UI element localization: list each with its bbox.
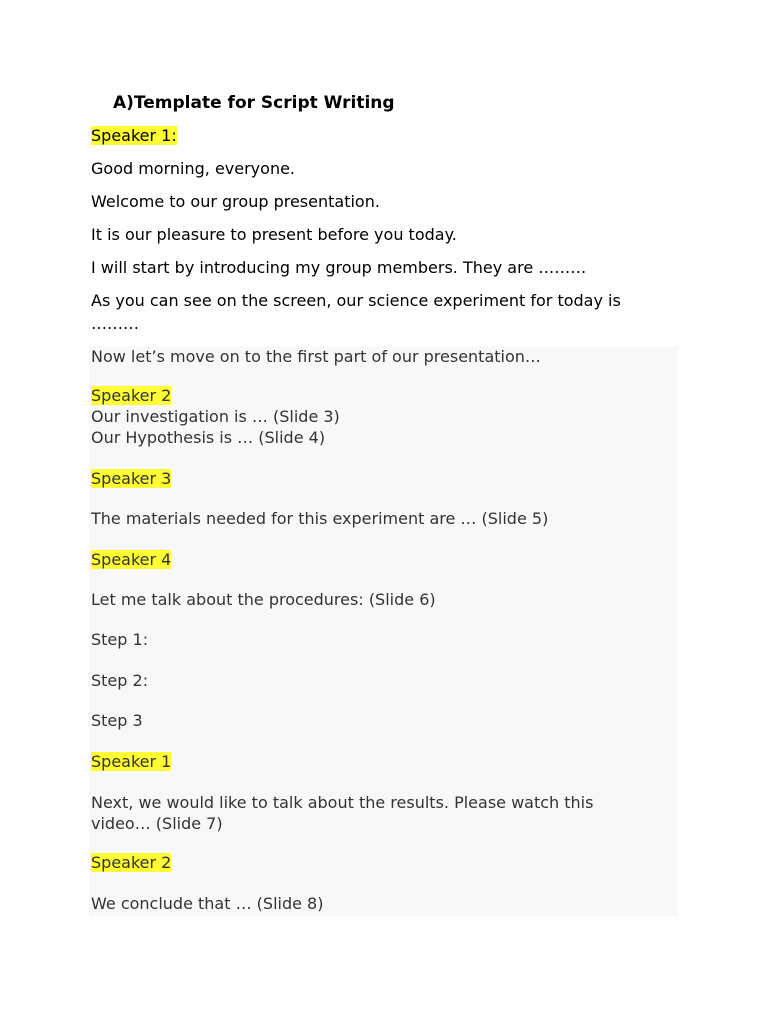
materials-line: The materials needed for this experiment are … (Slide 5) [91,509,549,528]
speaker-1-return-highlight: Speaker 1 [91,752,172,771]
speaker-3-label [91,468,171,490]
speaker-1-return-label [91,751,171,773]
step-1-line: Step 1: [91,630,149,649]
step-2-line: Step 2: [91,671,149,690]
document-heading: A)Template for Script Writing [113,93,395,113]
intro-line-greeting: Good morning, everyone. [91,159,296,178]
speaker-3-highlight: Speaker 3 [91,469,172,488]
intro-line-pleasure: It is our pleasure to present before you today. [91,225,457,244]
speaker-4-highlight: Speaker 4 [91,550,172,569]
conclusion-line: We conclude that … (Slide 8) [91,894,324,913]
move-on-line: Now let’s move on to the first part of our presentation… [91,347,541,366]
speaker-2-return-label [91,852,171,874]
results-line-cont: video… (Slide 7) [91,814,223,833]
results-line: Next, we would like to talk about the results. Please watch this [91,793,594,812]
speaker-1-highlight: Speaker 1: [91,126,177,145]
step-3-line: Step 3 [91,711,143,730]
investigation-line: Our investigation is … (Slide 3) [91,407,340,426]
speaker-2-return-highlight: Speaker 2 [91,853,172,872]
procedures-line: Let me talk about the procedures: (Slide 6) [91,590,436,609]
intro-line-welcome: Welcome to our group presentation. [91,192,380,211]
intro-line-experiment-cont: ……… [91,314,139,333]
speaker-2-label [91,385,171,407]
speaker-4-label [91,549,171,571]
speaker-1-label [91,125,177,147]
intro-line-members: I will start by introducing my group members. They are ……… [91,258,587,277]
intro-line-experiment: As you can see on the screen, our science experiment for today is [91,291,621,310]
speaker-2-highlight: Speaker 2 [91,386,172,405]
hypothesis-line: Our Hypothesis is … (Slide 4) [91,428,326,447]
